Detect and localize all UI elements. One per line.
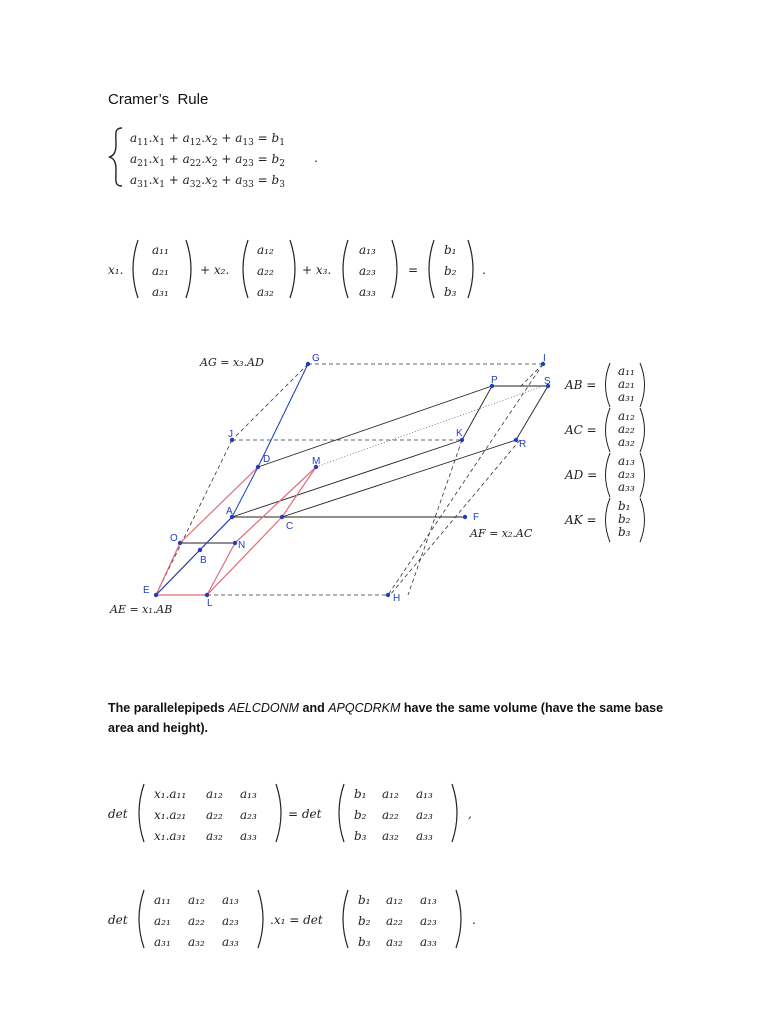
column-vector-1: [133, 240, 191, 299]
end-dot: .: [472, 913, 476, 927]
matrix-cell: a₃₃: [420, 935, 437, 949]
vector-def-ac: [564, 408, 645, 452]
matrix-cell: b₃: [354, 829, 367, 843]
vector-entry: b₃: [618, 525, 631, 539]
matrix-cell: a₂₂: [386, 914, 403, 928]
left-matrix: [139, 890, 263, 949]
col1-entry: a₁₁: [152, 243, 169, 257]
matrix-cell: a₃₁: [154, 935, 171, 949]
matrix-cell: a₃₂: [206, 829, 223, 843]
matrix-cell: a₂₃: [222, 914, 239, 928]
matrix-cell: a₁₃: [416, 787, 433, 801]
ae-label: AE = x₁.AB: [110, 603, 173, 616]
system-trailing-dot: .: [314, 151, 318, 165]
det-equation-1: [104, 778, 484, 848]
matrix-cell: b₂: [354, 808, 367, 822]
label-b: B: [200, 555, 207, 566]
blue-edges: [156, 364, 308, 595]
equals-det: = det: [288, 807, 322, 821]
parallelepiped-figure: [100, 345, 660, 620]
vector-name: AK =: [565, 513, 597, 527]
label-c: C: [286, 521, 294, 532]
mult-x1: .x₁ = det: [270, 913, 323, 927]
matrix-cell: a₂₁: [154, 914, 171, 928]
label-p: P: [491, 375, 498, 386]
label-a: A: [226, 506, 233, 517]
matrix-cell: a₃₃: [416, 829, 433, 843]
matrix-cell: a₁₃: [222, 893, 239, 907]
paragraph-post: have the same volume (have the same base area and height).: [108, 701, 664, 735]
paragraph-name1: AELCDONM: [228, 701, 300, 715]
matrix-cell: a₁₂: [386, 893, 403, 907]
vector-entry: a₁₁: [618, 364, 635, 378]
matrix-cell: a₂₂: [382, 808, 399, 822]
page-title: Cramer’s Rule: [108, 91, 209, 108]
matrix-cell: a₁₂: [206, 787, 223, 801]
label-n: N: [238, 540, 246, 551]
matrix-cell: a₃₂: [386, 935, 403, 949]
matrix-cell: a₁₃: [240, 787, 257, 801]
col2-entry: a₃₂: [257, 285, 274, 299]
label-f: F: [473, 512, 480, 523]
label-k: K: [456, 428, 463, 439]
matrix-cell: b₁: [354, 787, 367, 801]
system-row: $a_{21}.x_1 + a_{22}.x_2 + a_{23} = b_2$: [130, 152, 285, 169]
vector-name: AC =: [565, 423, 597, 437]
vector-entry: a₂₁: [618, 377, 635, 391]
vector-equation: [104, 234, 504, 304]
col3-entry: a₁₃: [359, 243, 376, 257]
paragraph-name2: APQCDRKM: [328, 701, 401, 715]
vector-entry: b₂: [618, 512, 631, 526]
col2-entry: a₁₂: [257, 243, 274, 257]
col2-entry: a₂₂: [257, 264, 274, 278]
vector-entry: a₁₃: [618, 454, 635, 468]
matrix-cell: a₂₂: [188, 914, 205, 928]
matrix-cell: a₃₂: [382, 829, 399, 843]
col3-entry: a₂₃: [359, 264, 376, 278]
label-i: I: [543, 353, 546, 364]
system-rows: [130, 131, 285, 190]
solid-edges: [156, 386, 548, 595]
column-vector-3: [343, 240, 397, 299]
matrix-cell: x₁.a₂₁: [154, 808, 187, 822]
matrix-cell: x₁.a₁₁: [154, 787, 187, 801]
vector-name: AB =: [565, 378, 597, 392]
matrix-cell: a₂₃: [240, 808, 257, 822]
matrix-cell: a₁₂: [382, 787, 399, 801]
vector-def-ad: [564, 453, 645, 497]
matrix-cell: b₃: [358, 935, 371, 949]
ag-label: AG = x₃.AD: [200, 356, 264, 369]
label-g: G: [312, 353, 320, 364]
matrix-cell: a₂₃: [420, 914, 437, 928]
matrix-cell: b₂: [358, 914, 371, 928]
matrix-cell: x₁.a₃₁: [154, 829, 187, 843]
rhs-entry: b₃: [444, 285, 457, 299]
label-r: R: [519, 439, 527, 450]
vector-name: AD =: [565, 468, 598, 482]
end-dot: .: [482, 263, 486, 277]
matrix-cell: a₂₂: [206, 808, 223, 822]
vector-entry: a₂₃: [618, 467, 635, 481]
paragraph: [108, 698, 668, 738]
label-e: E: [143, 585, 150, 596]
label-d: D: [263, 454, 271, 465]
matrix-cell: b₁: [358, 893, 371, 907]
det-equation-2: [104, 884, 484, 954]
linear-system: [100, 122, 360, 192]
coef-x3: + x₃.: [302, 263, 332, 277]
det-label: det: [108, 807, 128, 821]
label-l: L: [207, 598, 213, 609]
paragraph-mid: and: [299, 701, 329, 715]
matrix-cell: a₃₃: [240, 829, 257, 843]
label-m: M: [312, 456, 321, 467]
col3-entry: a₃₃: [359, 285, 376, 299]
vector-entry: a₂₂: [618, 422, 635, 436]
column-vector-2: [243, 240, 295, 299]
matrix-cell: a₃₃: [222, 935, 239, 949]
dotted-line: [316, 387, 540, 467]
rhs-entry: b₁: [444, 243, 457, 257]
label-j: J: [228, 429, 233, 440]
matrix-cell: a₂₃: [416, 808, 433, 822]
label-o: O: [170, 533, 178, 544]
vector-entry: a₃₁: [618, 390, 635, 404]
right-matrix: [339, 784, 457, 843]
points: [154, 362, 550, 597]
vector-entry: a₁₂: [618, 409, 635, 423]
label-s: S: [544, 376, 551, 387]
af-label: AF = x₂.AC: [470, 527, 533, 540]
column-vector-rhs: [429, 240, 473, 299]
label-h: H: [393, 593, 401, 604]
coef-x2: + x₂.: [200, 263, 230, 277]
right-matrix: [343, 890, 461, 949]
end-comma: ,: [468, 807, 472, 821]
left-matrix: [139, 784, 281, 843]
vector-entry: a₃₃: [618, 480, 635, 494]
col1-entry: a₃₁: [152, 285, 169, 299]
matrix-cell: a₁₃: [420, 893, 437, 907]
point-labels: [143, 353, 551, 609]
vector-definitions: [564, 363, 645, 542]
vector-entry: a₃₂: [618, 435, 635, 449]
system-row: $a_{11}.x_1 + a_{12}.x_2 + a_{13} = b_1$: [130, 131, 285, 148]
coef-x1: x₁.: [108, 263, 124, 277]
paragraph-pre: The parallelepipeds: [108, 701, 229, 715]
matrix-cell: a₃₂: [188, 935, 205, 949]
vector-def-ak: [564, 498, 645, 542]
col1-entry: a₂₁: [152, 264, 169, 278]
vector-def-ab: [564, 363, 645, 407]
rhs-entry: b₂: [444, 264, 457, 278]
matrix-cell: a₁₁: [154, 893, 171, 907]
system-row: $a_{31}.x_1 + a_{32}.x_2 + a_{33} = b_3$: [130, 173, 285, 190]
det-label: det: [108, 913, 128, 927]
matrix-cell: a₁₂: [188, 893, 205, 907]
equals-sign: =: [408, 263, 419, 277]
vector-entry: b₁: [618, 499, 631, 513]
